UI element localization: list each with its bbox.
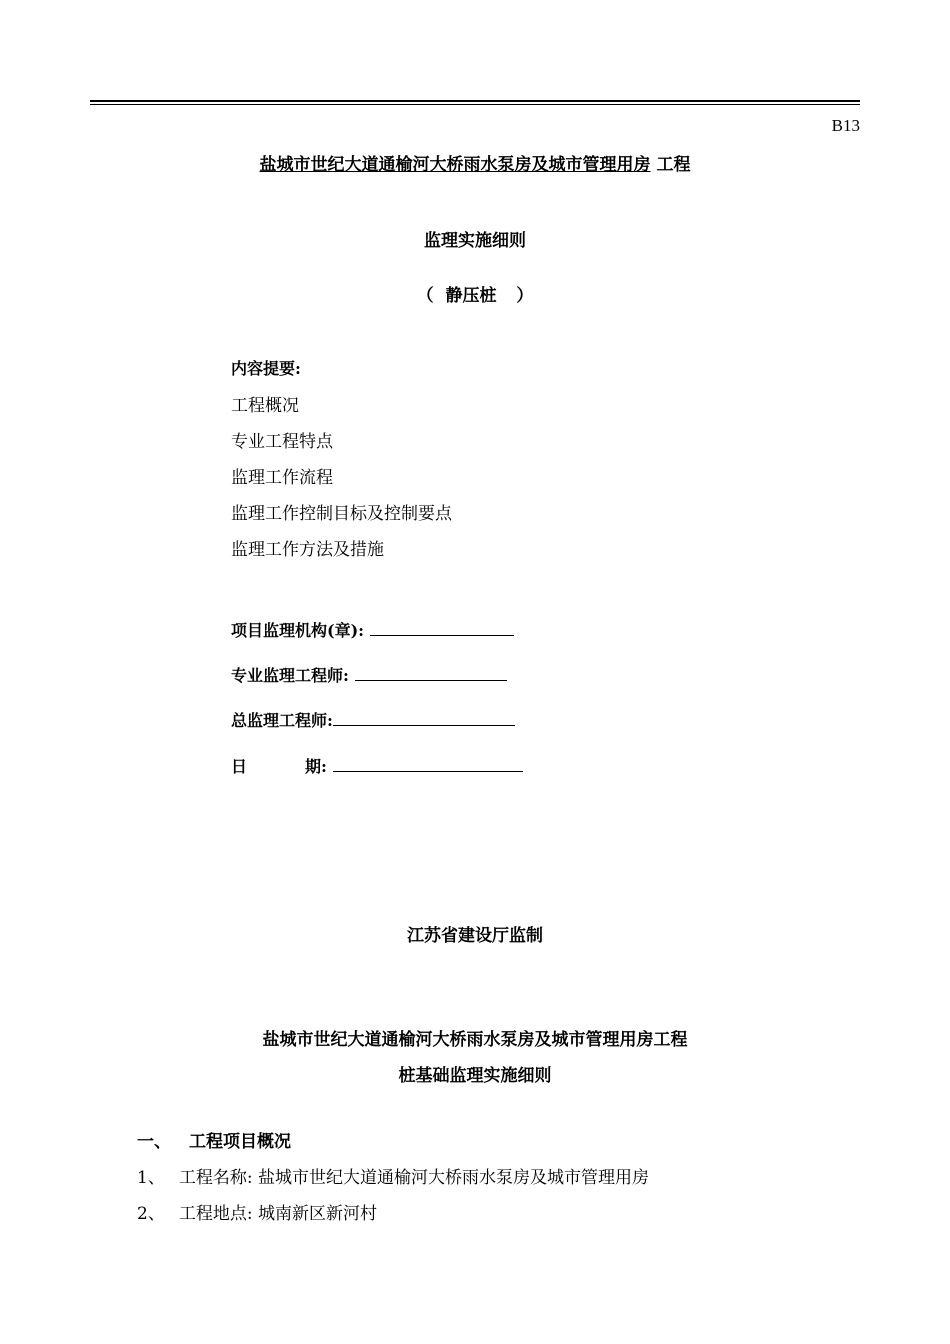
- toc-item: 专业工程特点: [231, 432, 333, 452]
- list-item-number: 1、: [137, 1168, 165, 1188]
- signature-specialist-blank: [355, 666, 507, 681]
- list-item: [137, 1199, 377, 1224]
- section-title: 工程项目概况: [189, 1132, 291, 1152]
- list-item-text: 工程名称: 盐城市世纪大道通榆河大桥雨水泵房及城市管理用房: [178, 1168, 649, 1188]
- signature-org-label: 项目监理机构(章):: [231, 621, 365, 640]
- signature-specialist: [231, 663, 507, 686]
- body-subtitle: 桩基础监理实施细则: [398, 1066, 552, 1086]
- cover-subtitle-open: （: [416, 286, 434, 306]
- section-number: 一、: [137, 1132, 171, 1152]
- signature-date-label-2: 期:: [305, 757, 327, 776]
- list-item: [137, 1163, 649, 1188]
- cover-title: 监理实施细则: [424, 231, 526, 251]
- cover-subtitle-text: 静压桩: [445, 286, 497, 306]
- issuer: 江苏省建设厅监制: [407, 926, 543, 946]
- signature-chief-blank: [333, 711, 515, 726]
- signature-date-blank: [333, 757, 523, 772]
- cover-subtitle: [0, 281, 950, 306]
- signature-chief-label: 总监理工程师:: [231, 711, 333, 730]
- header-rule-thick: [90, 100, 860, 102]
- cover-project-title: [0, 150, 950, 175]
- list-item-text: 工程地点: 城南新区新河村: [178, 1204, 377, 1224]
- document-code: B13: [831, 116, 860, 135]
- cover-subtitle-close: ）: [516, 286, 534, 306]
- toc-item: 监理工作方法及措施: [231, 540, 384, 560]
- toc-heading: 内容提要:: [231, 359, 301, 378]
- cover-project-name: 盐城市世纪大道通榆河大桥雨水泵房及城市管理用房: [259, 155, 651, 175]
- cover-project-suffix: 工程: [656, 155, 691, 175]
- toc-item: 工程概况: [231, 396, 299, 416]
- signature-specialist-label: 专业监理工程师:: [231, 666, 349, 685]
- list-item-number: 2、: [137, 1204, 165, 1224]
- signature-date-label-1: 日: [231, 757, 248, 776]
- section-heading: [137, 1127, 291, 1152]
- signature-org-blank: [370, 621, 514, 636]
- body-title: 盐城市世纪大道通榆河大桥雨水泵房及城市管理用房工程: [262, 1030, 688, 1050]
- signature-chief: [231, 708, 515, 731]
- signature-date: [231, 754, 523, 777]
- toc-item: 监理工作控制目标及控制要点: [231, 504, 452, 524]
- toc-item: 监理工作流程: [231, 468, 333, 488]
- header-rule-thin: [90, 104, 860, 105]
- signature-org: [231, 618, 514, 641]
